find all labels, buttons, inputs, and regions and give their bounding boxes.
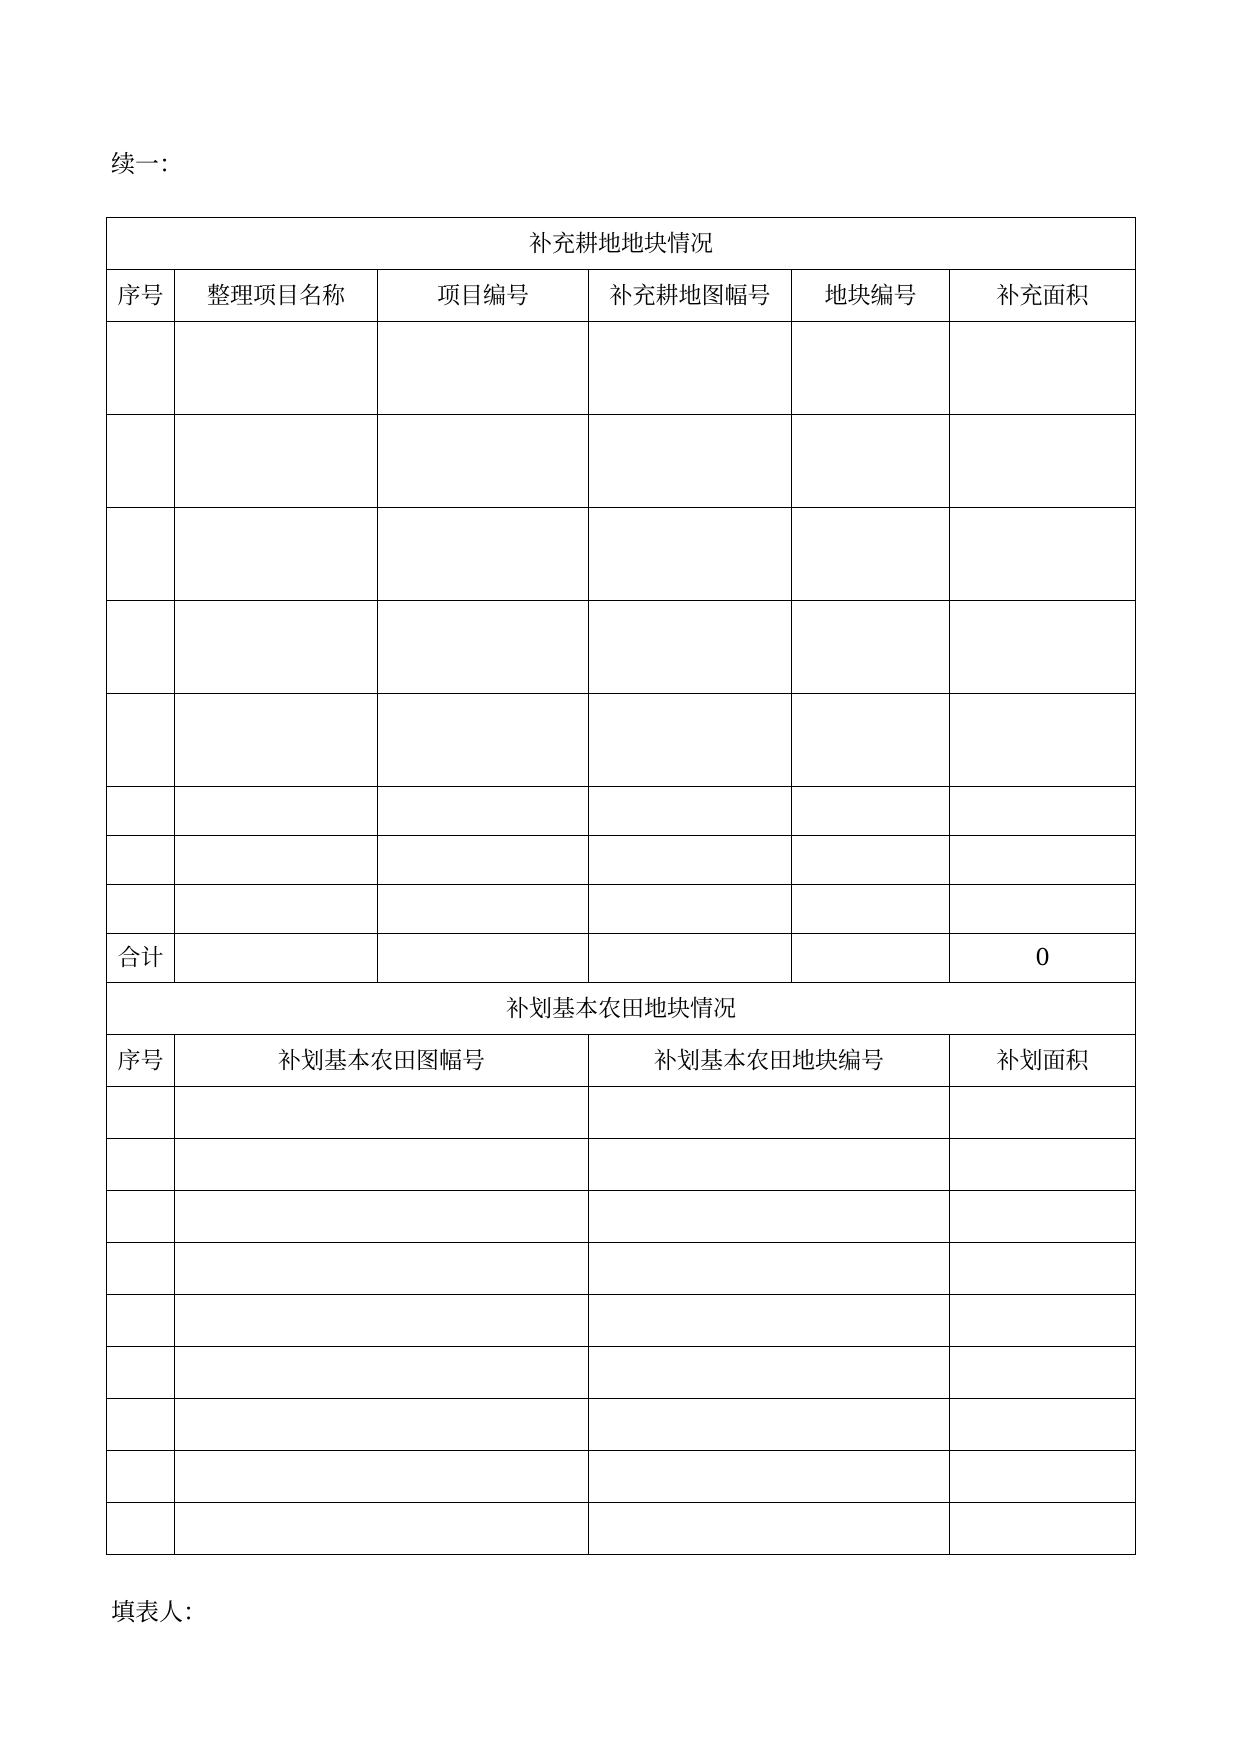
supplement-area-cell[interactable]	[950, 836, 1136, 885]
supplement-project-number-cell[interactable]	[378, 694, 589, 787]
farmland-parcel-number-cell[interactable]	[589, 1191, 950, 1243]
page-heading: 续一：	[111, 150, 183, 178]
farmland-serial-cell[interactable]	[107, 1347, 175, 1399]
supplement-project-number-cell[interactable]	[378, 787, 589, 836]
supplement-map-sheet-cell[interactable]	[589, 885, 792, 934]
farmland-serial-cell[interactable]	[107, 1191, 175, 1243]
farmland-parcel-row	[107, 1347, 1136, 1399]
supplement-project-name-cell[interactable]	[175, 885, 378, 934]
supplement-project-number-cell[interactable]	[378, 508, 589, 601]
supplement-project-name-cell[interactable]	[175, 787, 378, 836]
farmland-parcel-row	[107, 1087, 1136, 1139]
farmland-area-cell[interactable]	[950, 1347, 1136, 1399]
supplement-serial-cell[interactable]	[107, 508, 175, 601]
farmland-map-sheet-cell[interactable]	[175, 1399, 589, 1451]
farmland-parcel-row	[107, 1295, 1136, 1347]
farmland-parcel-number-cell[interactable]	[589, 1503, 950, 1555]
farmland-area-cell[interactable]	[950, 1451, 1136, 1503]
farmland-parcel-row	[107, 1399, 1136, 1451]
farmland-map-sheet-cell[interactable]	[175, 1191, 589, 1243]
supplement-project-name-cell[interactable]	[175, 601, 378, 694]
supplement-parcel-row	[107, 836, 1136, 885]
supplement-area-cell[interactable]	[950, 694, 1136, 787]
farmland-section-title: 补划基本农田地块情况	[107, 983, 1136, 1035]
col-header-supplement-area: 补充面积	[950, 270, 1136, 322]
supplement-parcel-number-cell[interactable]	[792, 836, 950, 885]
farmland-parcel-row	[107, 1503, 1136, 1555]
farmland-serial-cell[interactable]	[107, 1087, 175, 1139]
farmland-map-sheet-cell[interactable]	[175, 1295, 589, 1347]
supplement-parcel-row	[107, 694, 1136, 787]
supplement-project-number-cell[interactable]	[378, 322, 589, 415]
total-label: 合计	[107, 934, 175, 983]
supplement-serial-cell[interactable]	[107, 415, 175, 508]
supplement-parcel-number-cell[interactable]	[792, 694, 950, 787]
col-header-parcel-number: 地块编号	[792, 270, 950, 322]
supplement-project-name-cell[interactable]	[175, 322, 378, 415]
supplement-project-name-cell[interactable]	[175, 836, 378, 885]
supplement-parcel-number-cell[interactable]	[792, 787, 950, 836]
col-header-project-number: 项目编号	[378, 270, 589, 322]
supplement-project-name-cell[interactable]	[175, 694, 378, 787]
supplement-area-cell[interactable]	[950, 885, 1136, 934]
total-parcel-cell[interactable]	[792, 934, 950, 983]
farmland-map-sheet-cell[interactable]	[175, 1087, 589, 1139]
total-project-number-cell[interactable]	[378, 934, 589, 983]
supplement-total-row	[107, 934, 1136, 983]
farmland-map-sheet-cell[interactable]	[175, 1503, 589, 1555]
farmland-area-cell[interactable]	[950, 1399, 1136, 1451]
farmland-serial-cell[interactable]	[107, 1295, 175, 1347]
land-parcel-form-table	[106, 217, 1136, 1555]
supplement-serial-cell[interactable]	[107, 836, 175, 885]
farmland-parcel-number-cell[interactable]	[589, 1087, 950, 1139]
farmland-serial-cell[interactable]	[107, 1399, 175, 1451]
supplement-parcel-number-cell[interactable]	[792, 415, 950, 508]
supplement-header-row	[107, 270, 1136, 322]
supplement-project-number-cell[interactable]	[378, 836, 589, 885]
farmland-parcel-number-cell[interactable]	[589, 1139, 950, 1191]
farmland-area-cell[interactable]	[950, 1139, 1136, 1191]
supplement-parcel-row	[107, 787, 1136, 836]
farmland-parcel-number-cell[interactable]	[589, 1243, 950, 1295]
farmland-map-sheet-cell[interactable]	[175, 1451, 589, 1503]
supplement-map-sheet-cell[interactable]	[589, 508, 792, 601]
farmland-col-header-parcel-number: 补划基本农田地块编号	[589, 1035, 950, 1087]
farmland-serial-cell[interactable]	[107, 1243, 175, 1295]
supplement-parcel-number-cell[interactable]	[792, 508, 950, 601]
farmland-parcel-row	[107, 1191, 1136, 1243]
form-filler-label: 填表人：	[111, 1598, 207, 1626]
farmland-map-sheet-cell[interactable]	[175, 1139, 589, 1191]
supplement-area-cell[interactable]	[950, 322, 1136, 415]
farmland-header-row	[107, 1035, 1136, 1087]
farmland-serial-cell[interactable]	[107, 1139, 175, 1191]
farmland-serial-cell[interactable]	[107, 1503, 175, 1555]
farmland-parcel-row	[107, 1243, 1136, 1295]
supplement-parcel-row	[107, 415, 1136, 508]
farmland-col-header-map-sheet-number: 补划基本农田图幅号	[175, 1035, 589, 1087]
farmland-map-sheet-cell[interactable]	[175, 1347, 589, 1399]
supplement-serial-cell[interactable]	[107, 322, 175, 415]
farmland-area-cell[interactable]	[950, 1087, 1136, 1139]
total-project-name-cell[interactable]	[175, 934, 378, 983]
farmland-area-cell[interactable]	[950, 1295, 1136, 1347]
supplement-map-sheet-cell[interactable]	[589, 694, 792, 787]
supplement-map-sheet-cell[interactable]	[589, 836, 792, 885]
col-header-project-name: 整理项目名称	[175, 270, 378, 322]
farmland-parcel-row	[107, 1451, 1136, 1503]
farmland-parcel-number-cell[interactable]	[589, 1399, 950, 1451]
supplement-area-cell[interactable]	[950, 415, 1136, 508]
farmland-parcel-row	[107, 1139, 1136, 1191]
supplement-project-number-cell[interactable]	[378, 415, 589, 508]
supplement-project-number-cell[interactable]	[378, 601, 589, 694]
col-header-serial: 序号	[107, 270, 175, 322]
farmland-col-header-serial: 序号	[107, 1035, 175, 1087]
farmland-parcel-number-cell[interactable]	[589, 1451, 950, 1503]
farmland-parcel-number-cell[interactable]	[589, 1347, 950, 1399]
supplement-section-title: 补充耕地地块情况	[107, 218, 1136, 270]
supplement-parcel-number-cell[interactable]	[792, 322, 950, 415]
supplement-serial-cell[interactable]	[107, 694, 175, 787]
col-header-map-sheet-number: 补充耕地图幅号	[589, 270, 792, 322]
supplement-project-name-cell[interactable]	[175, 415, 378, 508]
total-area-value[interactable]: 0	[950, 934, 1136, 983]
farmland-map-sheet-cell[interactable]	[175, 1243, 589, 1295]
supplement-map-sheet-cell[interactable]	[589, 322, 792, 415]
supplement-parcel-row	[107, 601, 1136, 694]
supplement-parcel-row	[107, 322, 1136, 415]
supplement-map-sheet-cell[interactable]	[589, 601, 792, 694]
farmland-parcel-number-cell[interactable]	[589, 1295, 950, 1347]
supplement-parcel-row	[107, 885, 1136, 934]
supplement-area-cell[interactable]	[950, 601, 1136, 694]
farmland-area-cell[interactable]	[950, 1503, 1136, 1555]
supplement-parcel-number-cell[interactable]	[792, 601, 950, 694]
supplement-map-sheet-cell[interactable]	[589, 787, 792, 836]
farmland-col-header-area: 补划面积	[950, 1035, 1136, 1087]
supplement-area-cell[interactable]	[950, 787, 1136, 836]
farmland-serial-cell[interactable]	[107, 1451, 175, 1503]
farmland-area-cell[interactable]	[950, 1243, 1136, 1295]
supplement-serial-cell[interactable]	[107, 601, 175, 694]
supplement-project-name-cell[interactable]	[175, 508, 378, 601]
supplement-parcel-number-cell[interactable]	[792, 885, 950, 934]
supplement-area-cell[interactable]	[950, 508, 1136, 601]
supplement-map-sheet-cell[interactable]	[589, 415, 792, 508]
supplement-serial-cell[interactable]	[107, 787, 175, 836]
farmland-area-cell[interactable]	[950, 1191, 1136, 1243]
supplement-parcel-row	[107, 508, 1136, 601]
supplement-serial-cell[interactable]	[107, 885, 175, 934]
supplement-project-number-cell[interactable]	[378, 885, 589, 934]
total-map-sheet-cell[interactable]	[589, 934, 792, 983]
